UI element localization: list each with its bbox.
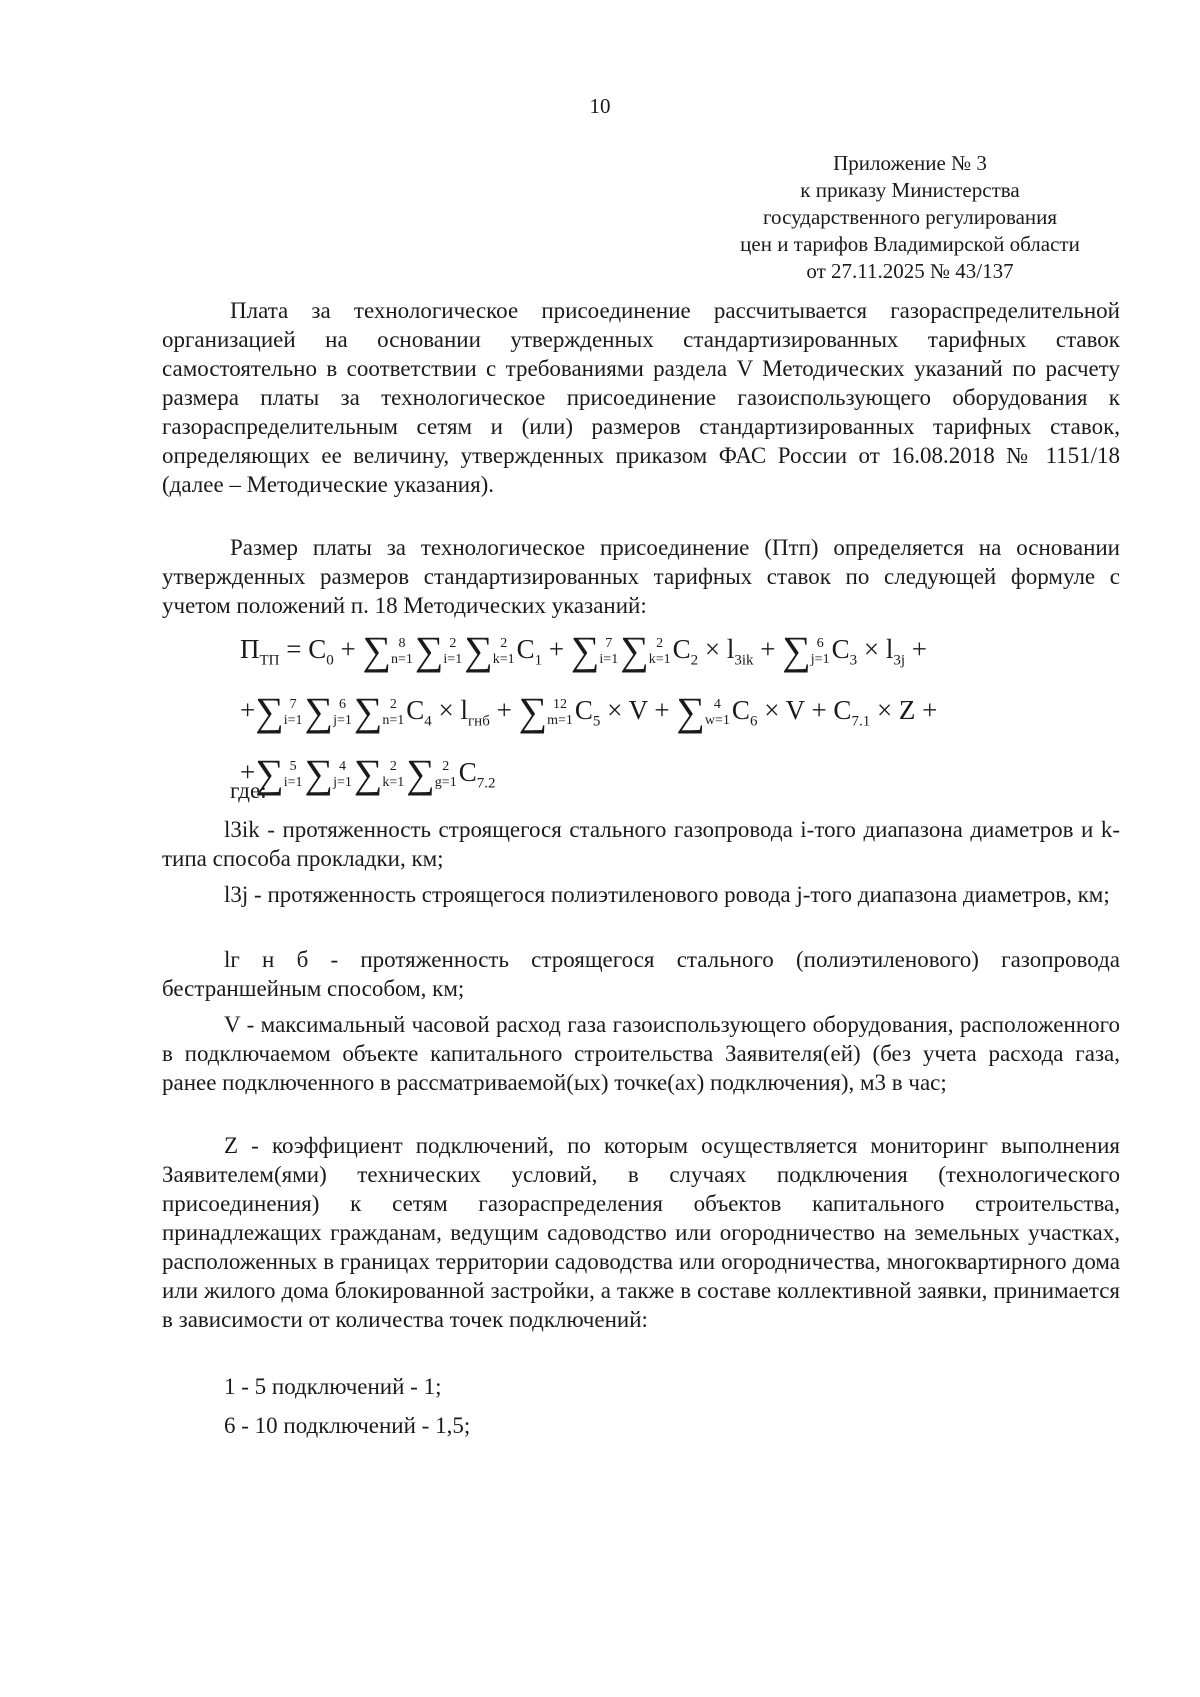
page-number: 10 (589, 94, 611, 118)
formula-line-3: +∑ 5 i=1 ∑ 4 j=1 ∑ 2 k=1 ∑ 2 g=1 $C_{7.2}$ (240, 750, 496, 796)
formula-line-2: +∑ 7 i=1 ∑ 6 j=1 ∑ 2 n=1 $C_4 \times l_{гнб}$ + ∑ 12 m=1 $C_5 \times V$ + ∑ 4 w=1 $C_6 \times V + C_{7.1} \times Z$ + (240, 689, 938, 735)
definition-v: V - максимальный часовой расход газа газоиспользующего оборудования, расположенного в подключаемом объекте капитального строительства Заявителя(ей) (без учета расхода газа, ранее подключенного в рассматриваемой(ых) точке(ах) подключения), м3 в час; (162, 1012, 1120, 1095)
appendix-line: к приказу Министерства (800, 178, 1020, 202)
paragraph-intro: Плата за технологическое присоединение рассчитывается газораспределительной организацией на основании утвержденных стандартизированных тарифных ставок самостоятельно в соответствии с требованиями раздела V Методических указаний по расчету размера платы за технологическое присоединение газоиспользующего оборудования к газораспределительным сетям и (или) размеров стандартизированных тарифных ставок, определяющих ее величину, утвержденных приказом ФАС России от 16.08.2018 № 1151/18 (далее – Методические указания). (162, 298, 1120, 497)
where-label: где: (230, 778, 267, 803)
list-item: 1 - 5 подключений - 1; (224, 1374, 442, 1399)
appendix-header (700, 150, 1120, 285)
appendix-line: государственного регулирования (762, 205, 1058, 229)
appendix-line: Приложение № 3 (833, 151, 987, 175)
tariff-formula (240, 624, 1120, 808)
definition-lgnb: lг н б - протяженность строящегося стального (полиэтиленового) газопровода бестраншейным способом, км; (162, 947, 1120, 1001)
formula-line-1: $П_{ТП} = C_0$ + ∑ 8 n=1 ∑ 2 i=1 ∑ 2 k=1 $C_1$ + ∑ 7 i=1 ∑ 2 k=1 $C_2 \times l_{3ik}$ + ∑ 6 j=1 $C_3 \times l_{3j}$ + (240, 628, 927, 673)
appendix-line: цен и тарифов Владимирской области (740, 232, 1080, 256)
definition-l3j: l3j - протяженность строящегося полиэтиленового ровода j-того диапазона диаметров, км; (224, 882, 1110, 907)
definition-l3ik: l3ik - протяженность строящегося стального газопровода i-того диапазона диаметров и k-типа способа прокладки, км; (162, 817, 1120, 871)
definition-z: Z - коэффициент подключений, по которым осуществляется мониторинг выполнения Заявителем(ями) технических условий, в случаях подключения (технологического присоединения) к сетям газораспределения объектов капитального строительства, принадлежащих гражданам, ведущим садоводство или огородничество на земельных участках, расположенных в границах территории садоводства или огородничества, многоквартирного дома или жилого дома блокированной застройки, а также в составе коллективной заявки, принимается в зависимости от количества точек подключений: (162, 1133, 1120, 1332)
paragraph-formula-intro: Размер платы за технологическое присоединение (Птп) определяется на основании утвержденных размеров стандартизированных тарифных ставок по следующей формуле с учетом положений п. 18 Методических указаний: (162, 535, 1120, 618)
list-item: 6 - 10 подключений - 1,5; (224, 1413, 471, 1438)
appendix-line: от 27.11.2025 № 43/137 (806, 259, 1014, 283)
